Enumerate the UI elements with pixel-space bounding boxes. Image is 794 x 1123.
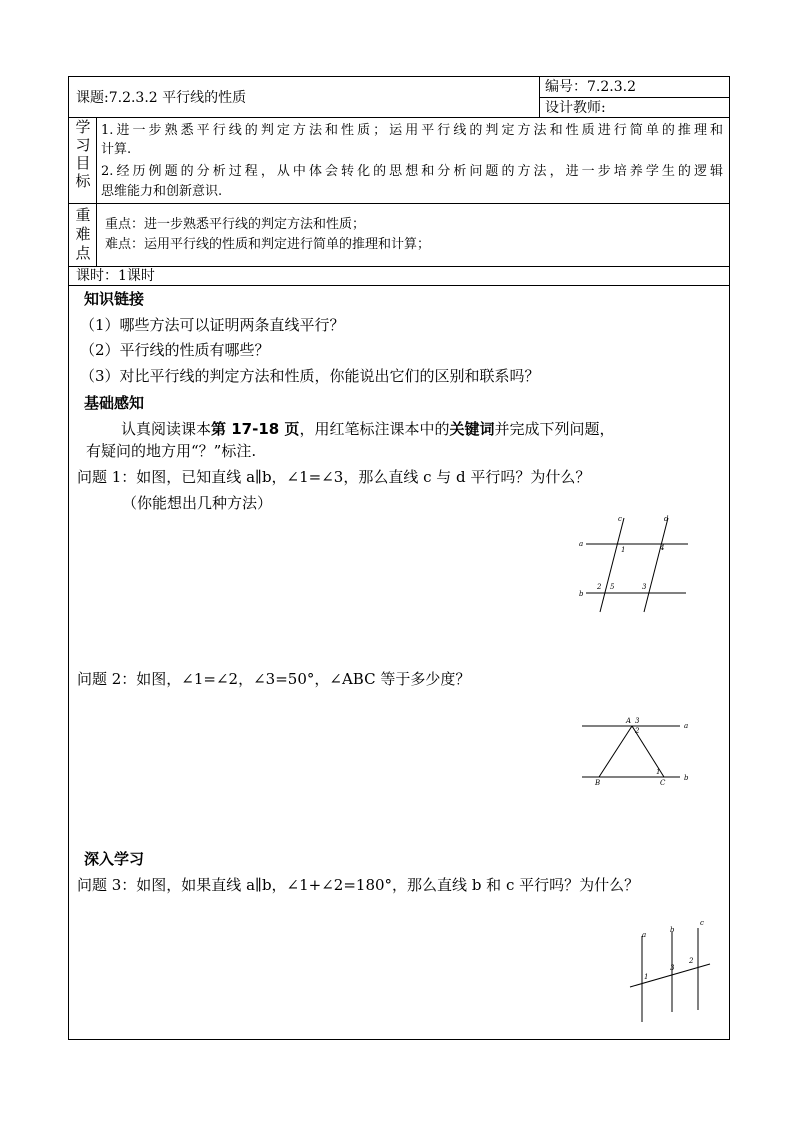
segment-AB bbox=[599, 726, 632, 777]
label-3: 3 bbox=[670, 964, 675, 972]
label-5: 5 bbox=[610, 583, 615, 591]
col-divider bbox=[539, 76, 540, 118]
objective-1: 1.进一步熟悉平行线的判定方法和性质；运用平行线的判定方法和性质进行简单的推理和 bbox=[101, 123, 723, 138]
lesson-title: 课题:7.2.3.2 平行线的性质 bbox=[76, 90, 247, 106]
designer-label: 设计教师: bbox=[545, 100, 606, 116]
objective-1-cont: 计算. bbox=[101, 142, 132, 157]
knowledge-question-1: （1）哪些方法可以证明两条直线平行？ bbox=[80, 316, 345, 334]
objective-2-cont: 思维能力和创新意识. bbox=[101, 184, 223, 199]
label-a: a bbox=[684, 722, 689, 730]
key-point: 重点：进一步熟悉平行线的判定方法和性质； bbox=[105, 217, 366, 232]
label-4: 4 bbox=[660, 544, 665, 552]
knowledge-question-2: （2）平行线的性质有哪些？ bbox=[80, 341, 270, 359]
row-divider bbox=[68, 285, 730, 286]
problem-3-figure bbox=[628, 916, 718, 1026]
label-a: a bbox=[642, 931, 647, 939]
class-period: 课时：1课时 bbox=[76, 268, 155, 284]
label-3: 3 bbox=[635, 717, 640, 725]
objective-2: 2.经历例题的分析过程，从中体会转化的思想和分析问题的方法，进一步培养学生的逻辑 bbox=[101, 164, 723, 179]
basic-perception-heading: 基础感知 bbox=[84, 394, 145, 412]
row-divider bbox=[68, 203, 730, 204]
objectives-label: 学 习 目 标 bbox=[75, 118, 91, 190]
knowledge-link-heading: 知识链接 bbox=[84, 290, 145, 308]
label-1: 1 bbox=[621, 546, 626, 554]
label-b: b bbox=[684, 774, 689, 782]
key-points-label: 重 难 点 bbox=[75, 206, 91, 262]
label-3: 3 bbox=[642, 583, 647, 591]
label-A: A bbox=[626, 717, 632, 725]
line-d bbox=[644, 518, 668, 612]
label-2: 2 bbox=[689, 957, 694, 965]
label-c: c bbox=[700, 919, 704, 927]
label-c: c bbox=[618, 515, 622, 523]
label-B: B bbox=[595, 779, 601, 787]
problem-2-text: 问题 2：如图，∠1=∠2，∠3=50°，∠ABC 等于多少度？ bbox=[77, 670, 471, 688]
lesson-code: 编号：7.2.3.2 bbox=[545, 79, 636, 95]
problem-3-text: 问题 3：如图，如果直线 a∥b，∠1+∠2=180°，那么直线 b 和 c 平行吗？为什么？ bbox=[77, 876, 640, 894]
problem-1-text: 问题 1：如图，已知直线 a∥b，∠1=∠3，那么直线 c 与 d 平行吗？为什么？ bbox=[77, 468, 591, 486]
label-2: 2 bbox=[597, 583, 602, 591]
label-1: 1 bbox=[656, 768, 661, 776]
reading-instruction-cont: 有疑问的地方用“？”标注. bbox=[86, 442, 257, 460]
knowledge-question-3: （3）对比平行线的判定方法和性质，你能说出它们的区别和联系吗？ bbox=[80, 367, 540, 385]
row-divider bbox=[68, 117, 730, 118]
problem-2-figure bbox=[580, 714, 700, 789]
row-divider bbox=[68, 266, 730, 267]
label-C: C bbox=[660, 779, 666, 787]
row-divider bbox=[540, 97, 730, 98]
reading-instruction: 认真阅读课本第 17-18 页，用红笔标注课本中的关键词并完成下列问题， bbox=[121, 420, 615, 438]
label-a: a bbox=[579, 540, 584, 548]
label-b: b bbox=[579, 590, 584, 598]
problem-1-figure bbox=[578, 512, 698, 622]
line-c bbox=[600, 518, 624, 612]
label-d: d bbox=[664, 515, 669, 523]
label-b: b bbox=[670, 926, 675, 934]
label-2: 2 bbox=[635, 727, 640, 735]
difficult-point: 难点：运用平行线的性质和判定进行简单的推理和计算； bbox=[105, 237, 431, 252]
deep-learning-heading: 深入学习 bbox=[84, 850, 145, 868]
problem-1-hint: （你能想出几种方法） bbox=[122, 494, 273, 512]
col-divider bbox=[96, 117, 97, 267]
label-1: 1 bbox=[644, 973, 649, 981]
